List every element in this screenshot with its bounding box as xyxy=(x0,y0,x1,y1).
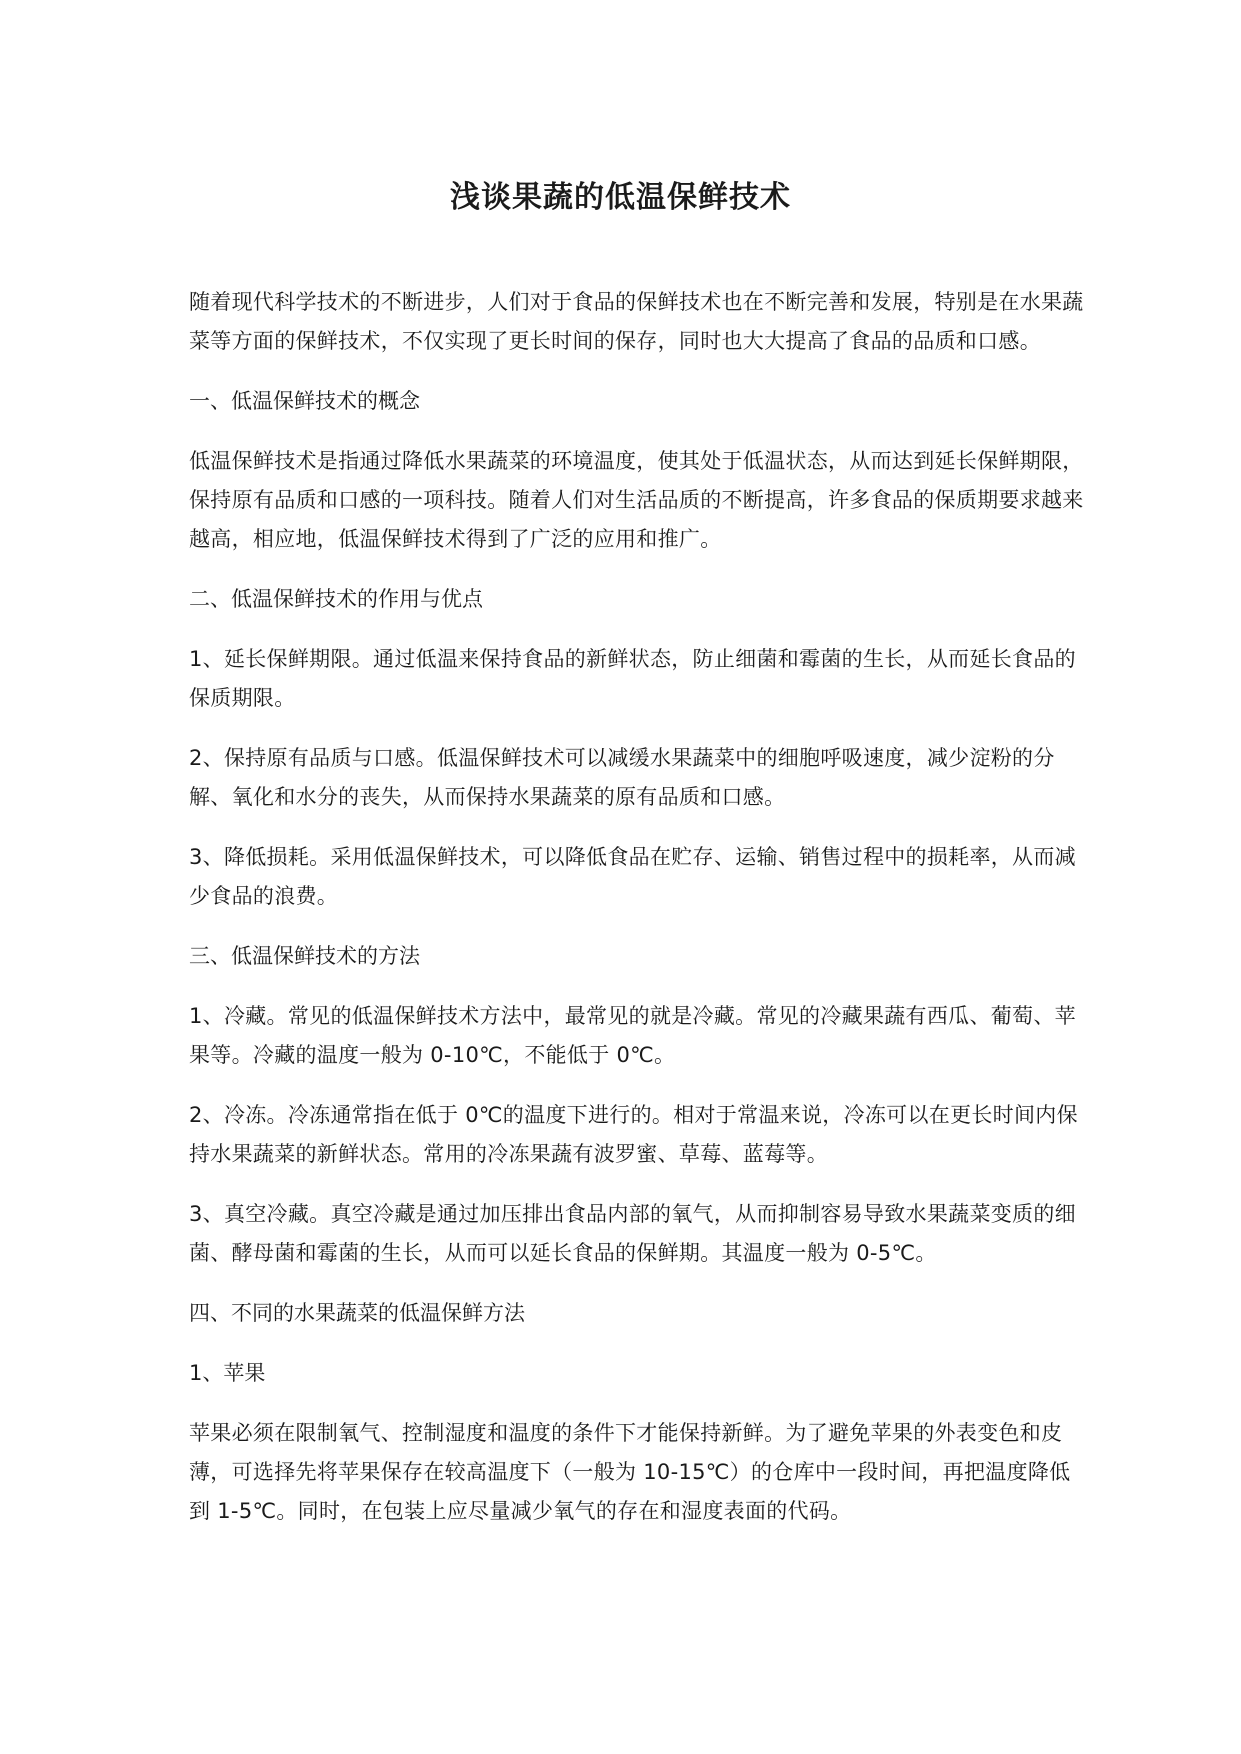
method-item-3: 3、真空冷藏。真空冷藏是通过加压排出食品内部的氧气，从而抑制容易导致水果蔬菜变质的细菌、酵母菌和霉菌的生长，从而可以延长食品的保鲜期。其温度一般为 0-5℃。 xyxy=(189,1202,1076,1265)
document-body xyxy=(189,283,1089,1552)
concept-paragraph: 低温保鲜技术是指通过降低水果蔬菜的环境温度，使其处于低温状态，从而达到延长保鲜期限，保持原有品质和口感的一项科技。随着人们对生活品质的不断提高，许多食品的保质期要求越来越高，相应地，低温保鲜技术得到了广泛的应用和推广。 xyxy=(189,449,1084,551)
section-heading-1: 一、低温保鲜技术的概念 xyxy=(189,389,420,413)
apple-paragraph: 苹果必须在限制氧气、控制湿度和温度的条件下才能保持新鲜。为了避免苹果的外表变色和皮薄，可选择先将苹果保存在较高温度下（一般为 10-15℃）的仓库中一段时间，再把温度降低到 1-5℃。同时，在包装上应尽量减少氧气的存在和湿度表面的代码。 xyxy=(189,1421,1071,1523)
document-title: 浅谈果蔬的低温保鲜技术 xyxy=(450,180,791,215)
advantage-item-1: 1、延长保鲜期限。通过低温来保持食品的新鲜状态，防止细菌和霉菌的生长，从而延长食品的保质期限。 xyxy=(189,647,1076,710)
method-item-2: 2、冷冻。冷冻通常指在低于 0℃的温度下进行的。相对于常温来说，冷冻可以在更长时间内保持水果蔬菜的新鲜状态。常用的冷冻果蔬有波罗蜜、草莓、蓝莓等。 xyxy=(189,1103,1078,1166)
advantage-item-3: 3、降低损耗。采用低温保鲜技术，可以降低食品在贮存、运输、销售过程中的损耗率，从而减少食品的浪费。 xyxy=(189,845,1076,908)
method-item-1: 1、冷藏。常见的低温保鲜技术方法中，最常见的就是冷藏。常见的冷藏果蔬有西瓜、葡萄、苹果等。冷藏的温度一般为 0-10℃，不能低于 0℃。 xyxy=(189,1004,1076,1067)
section-heading-2: 二、低温保鲜技术的作用与优点 xyxy=(189,587,483,611)
intro-paragraph: 随着现代科学技术的不断进步，人们对于食品的保鲜技术也在不断完善和发展，特别是在水果蔬菜等方面的保鲜技术，不仅实现了更长时间的保存，同时也大大提高了食品的品质和口感。 xyxy=(189,290,1084,353)
section-heading-3: 三、低温保鲜技术的方法 xyxy=(189,944,420,968)
section-heading-4: 四、不同的水果蔬菜的低温保鲜方法 xyxy=(189,1301,525,1325)
advantage-item-2: 2、保持原有品质与口感。低温保鲜技术可以减缓水果蔬菜中的细胞呼吸速度，减少淀粉的分解、氧化和水分的丧失，从而保持水果蔬菜的原有品质和口感。 xyxy=(189,746,1055,809)
subheading-apple: 1、苹果 xyxy=(189,1361,266,1385)
